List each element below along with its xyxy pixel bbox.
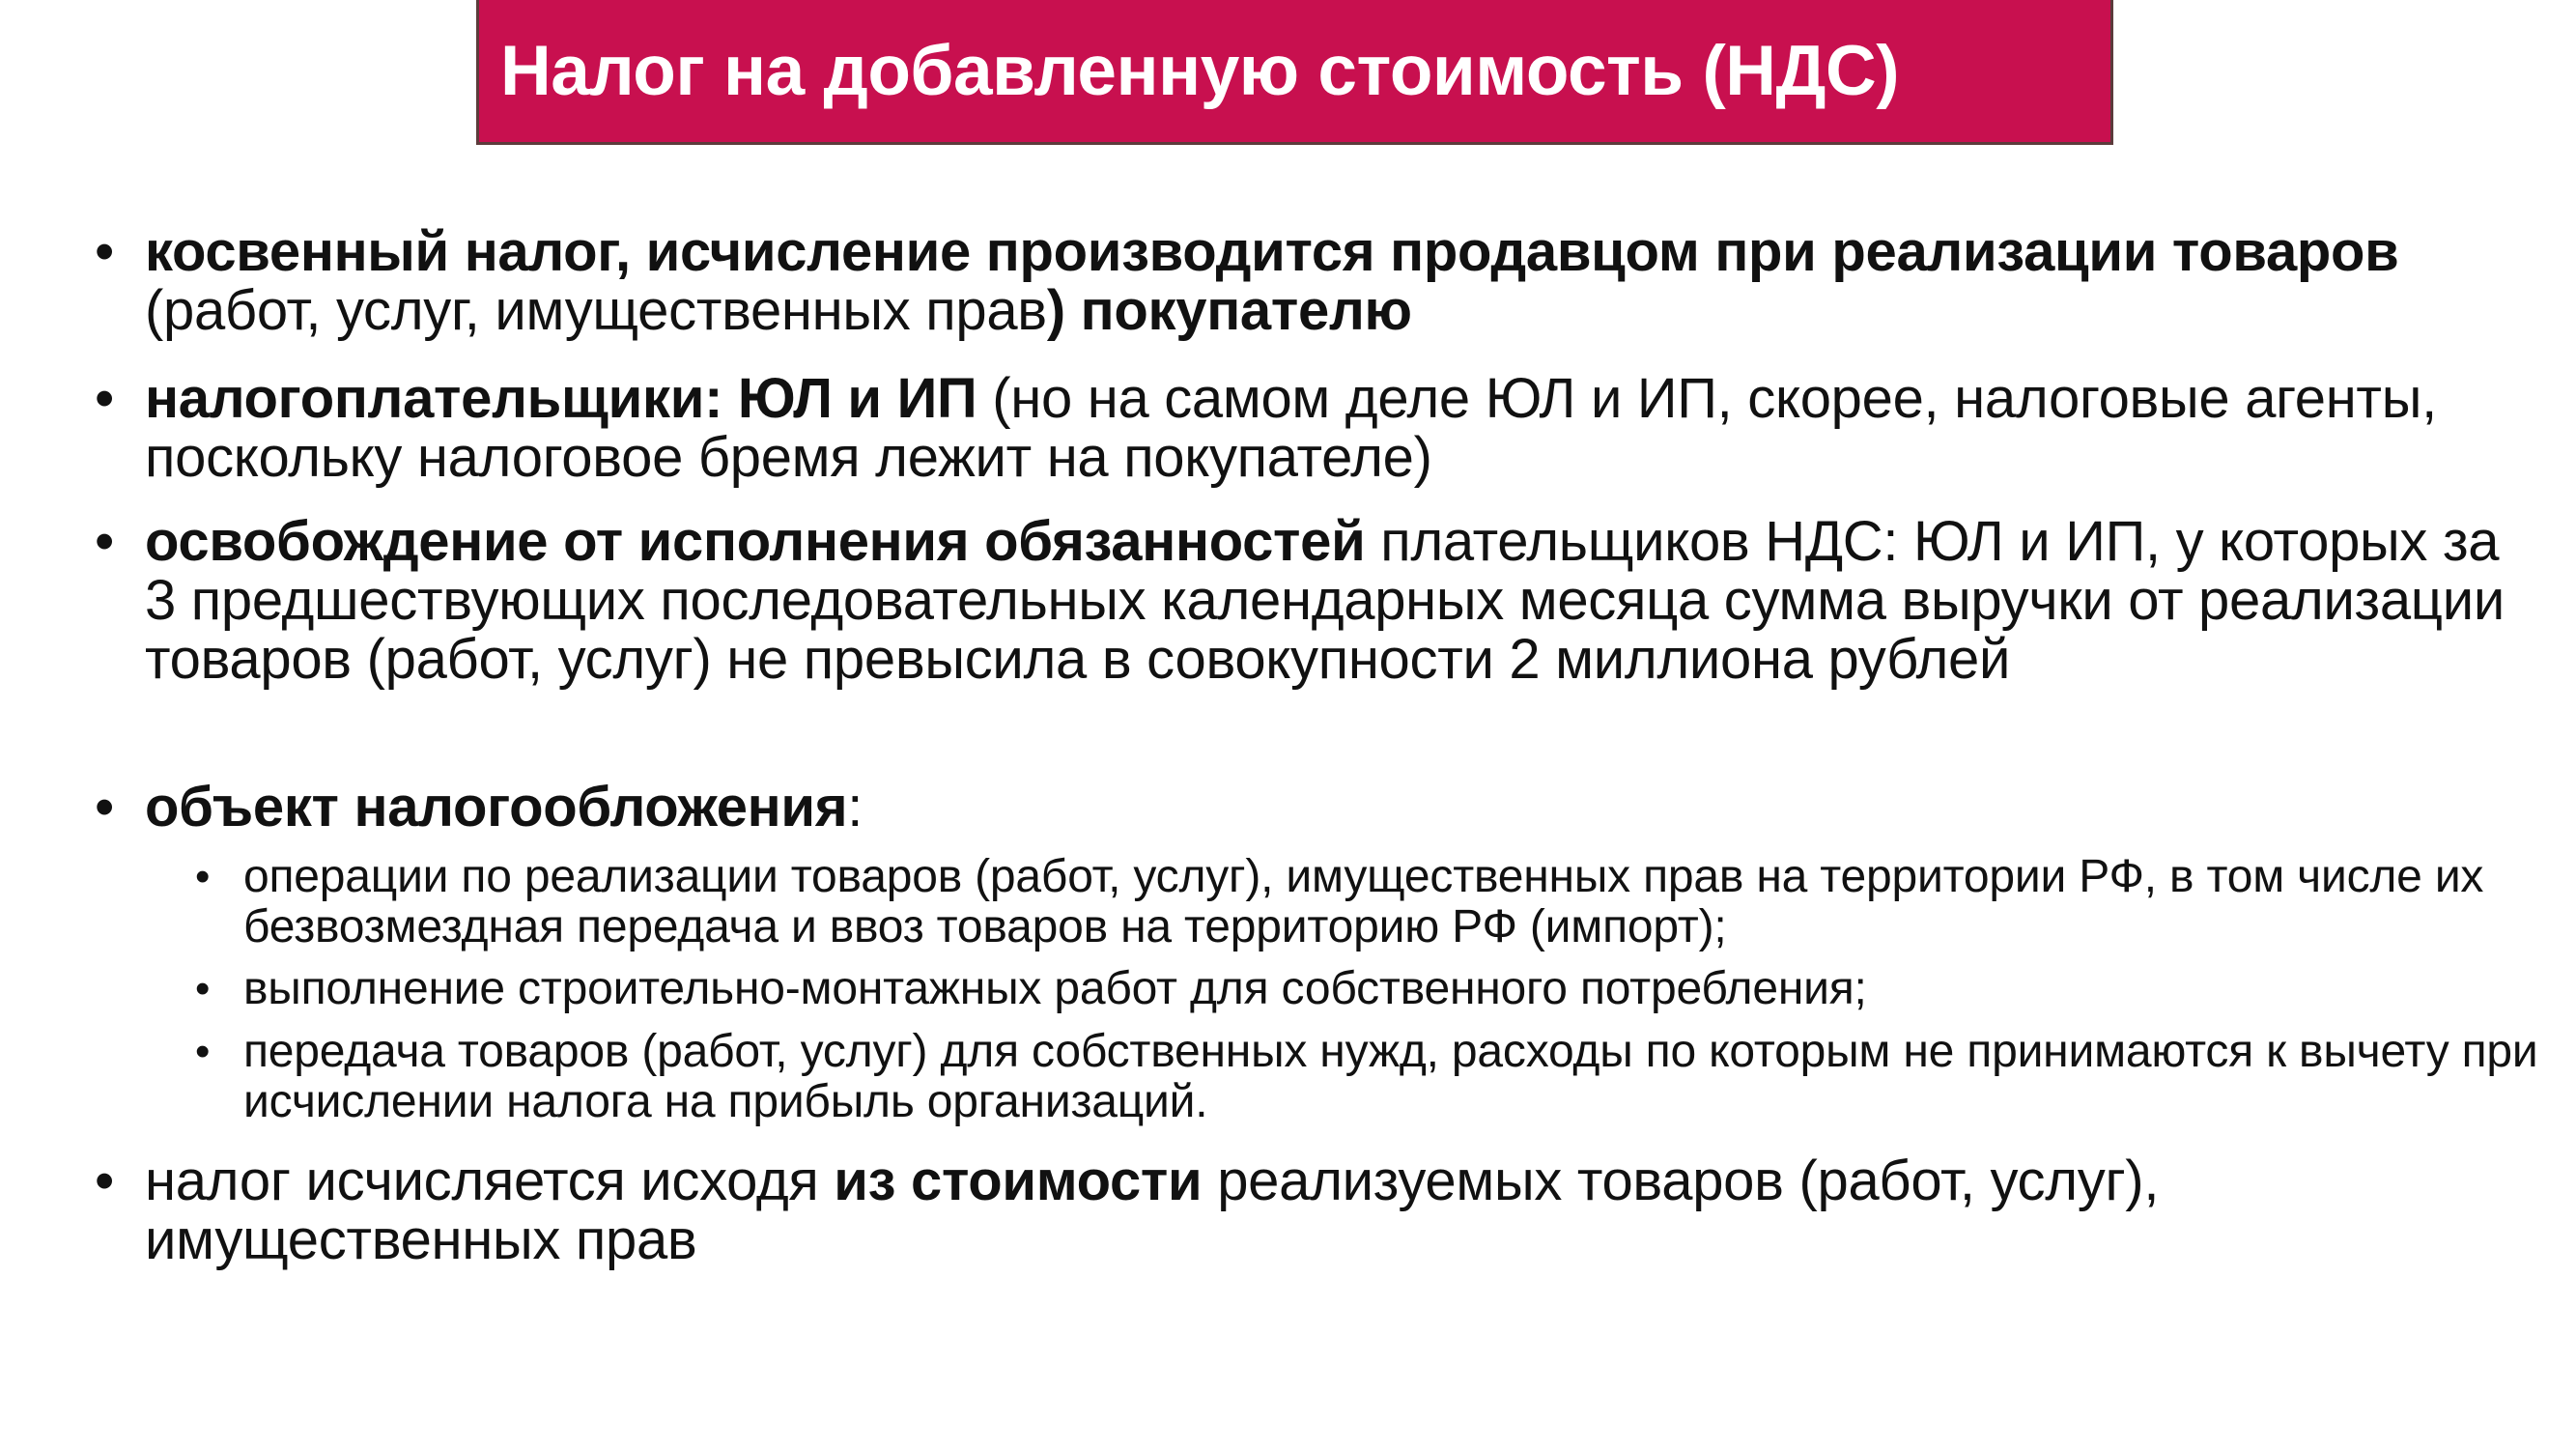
slide-title: Налог на добавленную стоимость (НДС) [500, 32, 1900, 110]
bullet-tax-object [95, 776, 2511, 838]
sub-bullet-marker: • [195, 1028, 211, 1075]
sub-bullet-text: передача товаров (работ, услуг) для собственных нужд, расходы по которым не принимаются к вычету при исчислении налога на прибыль организаций. [243, 1026, 2538, 1127]
sub-bullet-own-needs [195, 1026, 2542, 1127]
bullet-exemption [95, 510, 2511, 691]
bullet-tax-base [95, 1150, 2511, 1271]
bullet-indirect-tax [95, 220, 2511, 342]
bullet-marker: • [95, 1150, 115, 1212]
bullet-marker: • [95, 776, 115, 838]
bullet-text: плательщиков НДС: ЮЛ и ИП, у которых за 3 предшествующих последовательных календарных месяца сумма выручки от реализации товаров (работ, услуг) не превысила в совокупности 2 миллиона рублей [145, 510, 2505, 691]
bullet-marker: • [95, 510, 115, 573]
bullet-text-bold: налогоплательщики: ЮЛ и ИП [145, 367, 977, 430]
sub-bullet-sales-operations [195, 851, 2542, 952]
bullet-text-bold: ) покупателю [1046, 279, 1412, 342]
bullet-text-bold: объект налогообложения [145, 776, 848, 838]
sub-bullet-marker: • [195, 853, 211, 900]
sub-bullet-construction [195, 963, 2542, 1014]
bullet-text-bold: освобождение от исполнения обязанностей [145, 510, 1366, 573]
bullet-marker: • [95, 220, 115, 283]
bullet-text: (работ, услуг, имущественных прав [145, 279, 1047, 342]
bullet-text-bold: из стоимости [834, 1150, 1203, 1212]
bullet-text: реализуемых товаров (работ, услуг), имущественных прав [145, 1150, 2160, 1271]
bullet-marker: • [95, 367, 115, 430]
bullet-text-bold: косвенный налог, исчисление производится продавцом при реализации товаров [145, 220, 2399, 283]
bullet-taxpayers [95, 367, 2511, 489]
bullet-text: налог исчисляется исходя [145, 1150, 835, 1212]
bullet-text: (но на самом деле ЮЛ и ИП, скорее, налоговые агенты, поскольку налоговое бремя лежит на покупателе) [145, 367, 2437, 489]
sub-bullet-text: выполнение строительно-монтажных работ для собственного потребления; [243, 963, 1867, 1014]
sub-bullet-marker: • [195, 965, 211, 1012]
sub-bullet-text: операции по реализации товаров (работ, услуг), имущественных прав на территории РФ, в том числе их безвозмездная передача и ввоз товаров на территорию РФ (импорт); [243, 851, 2484, 952]
bullet-text: : [847, 776, 863, 838]
